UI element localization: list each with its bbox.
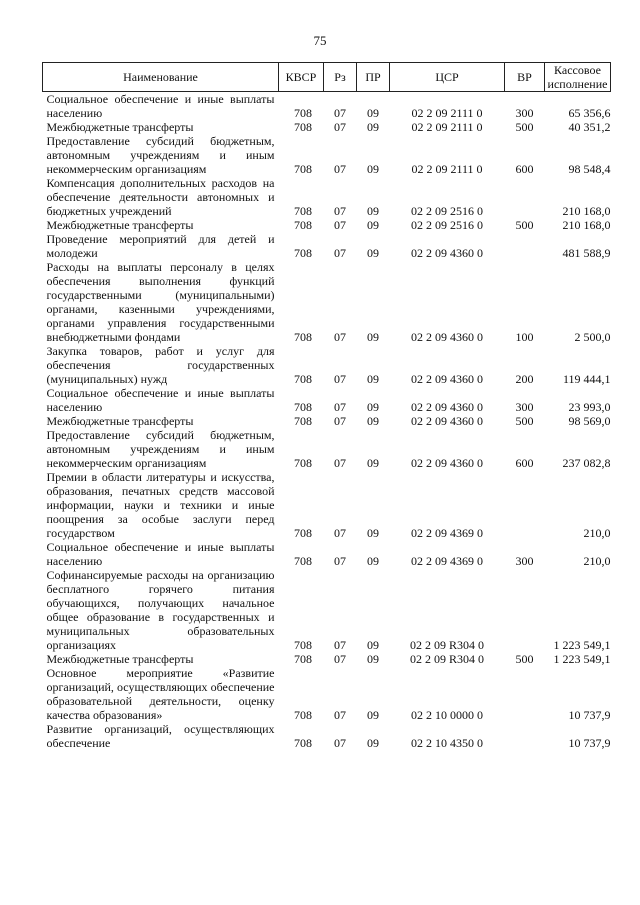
header-pr: ПР (357, 63, 390, 92)
row-name: Расходы на выплаты персоналу в целях обеспечения выполнения функций государственными (муниципальными) органами, казенными учреждениями, органами управления государственными внебюджетными фондами (46, 260, 275, 344)
row-name: Предоставление субсидий бюджетным, автономным учреждениям и иным некоммерческим организациям (46, 134, 275, 176)
budget-table (42, 62, 611, 750)
page-number: 75 (313, 33, 327, 48)
row-rz: 07 (334, 456, 346, 470)
row-csr: 02 2 10 4350 0 (411, 736, 483, 750)
header-rz: Рз (324, 63, 357, 92)
row-amount: 40 351,2 (568, 120, 611, 134)
row-vr: 500 (515, 120, 534, 134)
row-rz: 07 (334, 204, 346, 218)
table-body (43, 92, 611, 751)
row-rz: 07 (334, 162, 346, 176)
row-csr: 02 2 09 4360 0 (411, 400, 483, 414)
row-pr: 09 (367, 638, 379, 652)
row-rz: 07 (334, 330, 346, 344)
row-csr: 02 2 09 2516 0 (411, 204, 483, 218)
row-kvsr: 708 (294, 330, 312, 344)
row-vr: 600 (515, 162, 534, 176)
table-row (43, 134, 611, 176)
row-kvsr: 708 (294, 708, 312, 722)
row-kvsr: 708 (294, 400, 312, 414)
row-amount: 119 444,1 (562, 372, 611, 386)
row-rz: 07 (334, 708, 346, 722)
row-name: Предоставление субсидий бюджетным, автономным учреждениям и иным некоммерческим организациям (46, 428, 275, 470)
row-pr: 09 (367, 652, 379, 666)
row-amount: 237 082,8 (562, 456, 611, 470)
row-kvsr: 708 (294, 638, 312, 652)
row-csr: 02 2 10 0000 0 (411, 708, 483, 722)
table-row (43, 652, 611, 666)
row-pr: 09 (367, 554, 379, 568)
row-name: Основное мероприятие «Развитие организаций, осуществляющих обеспечение образовательной деятельности, оценку качества образования» (46, 666, 275, 722)
row-amount: 481 588,9 (562, 246, 611, 260)
row-pr: 09 (367, 456, 379, 470)
row-csr: 02 2 09 4360 0 (411, 330, 483, 344)
table-header-row (43, 63, 611, 92)
row-amount: 210,0 (583, 526, 611, 540)
row-pr: 09 (367, 204, 379, 218)
table-row (43, 176, 611, 218)
row-name: Проведение мероприятий для детей и молодежи (46, 232, 275, 260)
row-vr: 500 (515, 652, 534, 666)
row-csr: 02 2 09 4360 0 (411, 372, 483, 386)
row-amount: 210 168,0 (562, 218, 611, 232)
row-vr (505, 666, 545, 722)
table-row (43, 666, 611, 722)
row-kvsr: 708 (294, 120, 312, 134)
header-amount: Кассовое исполнение (545, 63, 611, 92)
row-kvsr: 708 (294, 554, 312, 568)
row-csr: 02 2 09 2111 0 (411, 106, 483, 120)
row-name: Закупка товаров, работ и услуг для обеспечения государственных (муниципальных) нужд (46, 344, 275, 386)
row-amount: 98 569,0 (568, 414, 611, 428)
row-pr: 09 (367, 162, 379, 176)
row-amount: 23 993,0 (568, 400, 611, 414)
row-csr: 02 2 09 4369 0 (411, 554, 483, 568)
row-kvsr: 708 (294, 106, 312, 120)
row-kvsr: 708 (294, 526, 312, 540)
header-csr: ЦСР (390, 63, 505, 92)
row-rz: 07 (334, 736, 346, 750)
row-kvsr: 708 (294, 162, 312, 176)
table-row (43, 568, 611, 652)
row-rz: 07 (334, 526, 346, 540)
row-kvsr: 708 (294, 218, 312, 232)
row-pr: 09 (367, 400, 379, 414)
table-row (43, 428, 611, 470)
row-rz: 07 (334, 554, 346, 568)
table-row (43, 218, 611, 232)
row-csr: 02 2 09 2111 0 (411, 162, 483, 176)
row-pr: 09 (367, 414, 379, 428)
row-rz: 07 (334, 246, 346, 260)
table-row (43, 260, 611, 344)
table-row (43, 722, 611, 750)
row-vr: 500 (515, 414, 534, 428)
row-csr: 02 2 09 4360 0 (411, 246, 483, 260)
row-kvsr: 708 (294, 204, 312, 218)
row-amount: 10 737,9 (568, 708, 611, 722)
row-vr: 500 (515, 218, 534, 232)
table-row (43, 414, 611, 428)
row-amount: 1 223 549,1 (553, 638, 611, 652)
table-row (43, 540, 611, 568)
row-rz: 07 (334, 372, 346, 386)
row-name: Межбюджетные трансферты (46, 414, 194, 428)
row-name: Социальное обеспечение и иные выплаты населению (46, 386, 275, 414)
row-vr: 300 (515, 400, 534, 414)
row-amount: 210 168,0 (562, 204, 611, 218)
row-kvsr: 708 (294, 414, 312, 428)
row-pr: 09 (367, 708, 379, 722)
table-row (43, 120, 611, 134)
row-csr: 02 2 09 R304 0 (409, 652, 484, 666)
row-pr: 09 (367, 372, 379, 386)
header-vr: ВР (505, 63, 545, 92)
header-kvsr: КВСР (279, 63, 324, 92)
row-name: Премии в области литературы и искусства, образования, печатных средств массовой информации, науки и техники и иные поощрения за особые заслуги перед государством (46, 470, 275, 540)
row-vr: 300 (515, 554, 534, 568)
row-vr (505, 232, 545, 260)
row-pr: 09 (367, 120, 379, 134)
row-kvsr: 708 (294, 736, 312, 750)
row-amount: 98 548,4 (568, 162, 611, 176)
table-row (43, 232, 611, 260)
row-kvsr: 708 (294, 246, 312, 260)
row-amount: 210,0 (583, 554, 611, 568)
row-vr (505, 176, 545, 218)
row-csr: 02 2 09 4360 0 (411, 414, 483, 428)
row-pr: 09 (367, 526, 379, 540)
row-vr (505, 722, 545, 750)
row-name: Социальное обеспечение и иные выплаты населению (46, 92, 275, 120)
row-vr: 100 (515, 330, 534, 344)
row-pr: 09 (367, 106, 379, 120)
row-amount: 1 223 549,1 (553, 652, 611, 666)
row-rz: 07 (334, 218, 346, 232)
row-pr: 09 (367, 736, 379, 750)
row-csr: 02 2 09 2111 0 (411, 120, 483, 134)
row-name: Межбюджетные трансферты (46, 652, 194, 666)
row-rz: 07 (334, 638, 346, 652)
row-rz: 07 (334, 106, 346, 120)
row-name: Социальное обеспечение и иные выплаты населению (46, 540, 275, 568)
row-rz: 07 (334, 652, 346, 666)
row-amount: 2 500,0 (574, 330, 611, 344)
table-row (43, 386, 611, 414)
row-csr: 02 2 09 4369 0 (411, 526, 483, 540)
table-row (43, 92, 611, 121)
row-amount: 10 737,9 (568, 736, 611, 750)
row-name: Софинансируемые расходы на организацию бесплатного горячего питания обучающихся, получающих начальное общее образование в государственных и муниципальных образовательных организациях (46, 568, 275, 652)
row-rz: 07 (334, 414, 346, 428)
row-name: Межбюджетные трансферты (46, 120, 194, 134)
table-row (43, 470, 611, 540)
row-kvsr: 708 (294, 372, 312, 386)
row-vr: 600 (515, 456, 534, 470)
row-vr (505, 568, 545, 652)
table-row (43, 344, 611, 386)
row-name: Межбюджетные трансферты (46, 218, 194, 232)
row-csr: 02 2 09 2516 0 (411, 218, 483, 232)
row-csr: 02 2 09 4360 0 (411, 456, 483, 470)
row-vr: 200 (515, 372, 534, 386)
row-rz: 07 (334, 120, 346, 134)
row-vr (505, 470, 545, 540)
row-pr: 09 (367, 246, 379, 260)
row-pr: 09 (367, 218, 379, 232)
row-vr: 300 (515, 106, 534, 120)
row-csr: 02 2 09 R304 0 (409, 638, 484, 652)
row-pr: 09 (367, 330, 379, 344)
row-name: Развитие организаций, осуществляющих обеспечение (46, 722, 275, 750)
row-name: Компенсация дополнительных расходов на обеспечение деятельности автономных и бюджетных учреждений (46, 176, 275, 218)
row-kvsr: 708 (294, 456, 312, 470)
row-rz: 07 (334, 400, 346, 414)
row-kvsr: 708 (294, 652, 312, 666)
row-amount: 65 356,6 (568, 106, 611, 120)
header-name: Наименование (43, 63, 279, 92)
